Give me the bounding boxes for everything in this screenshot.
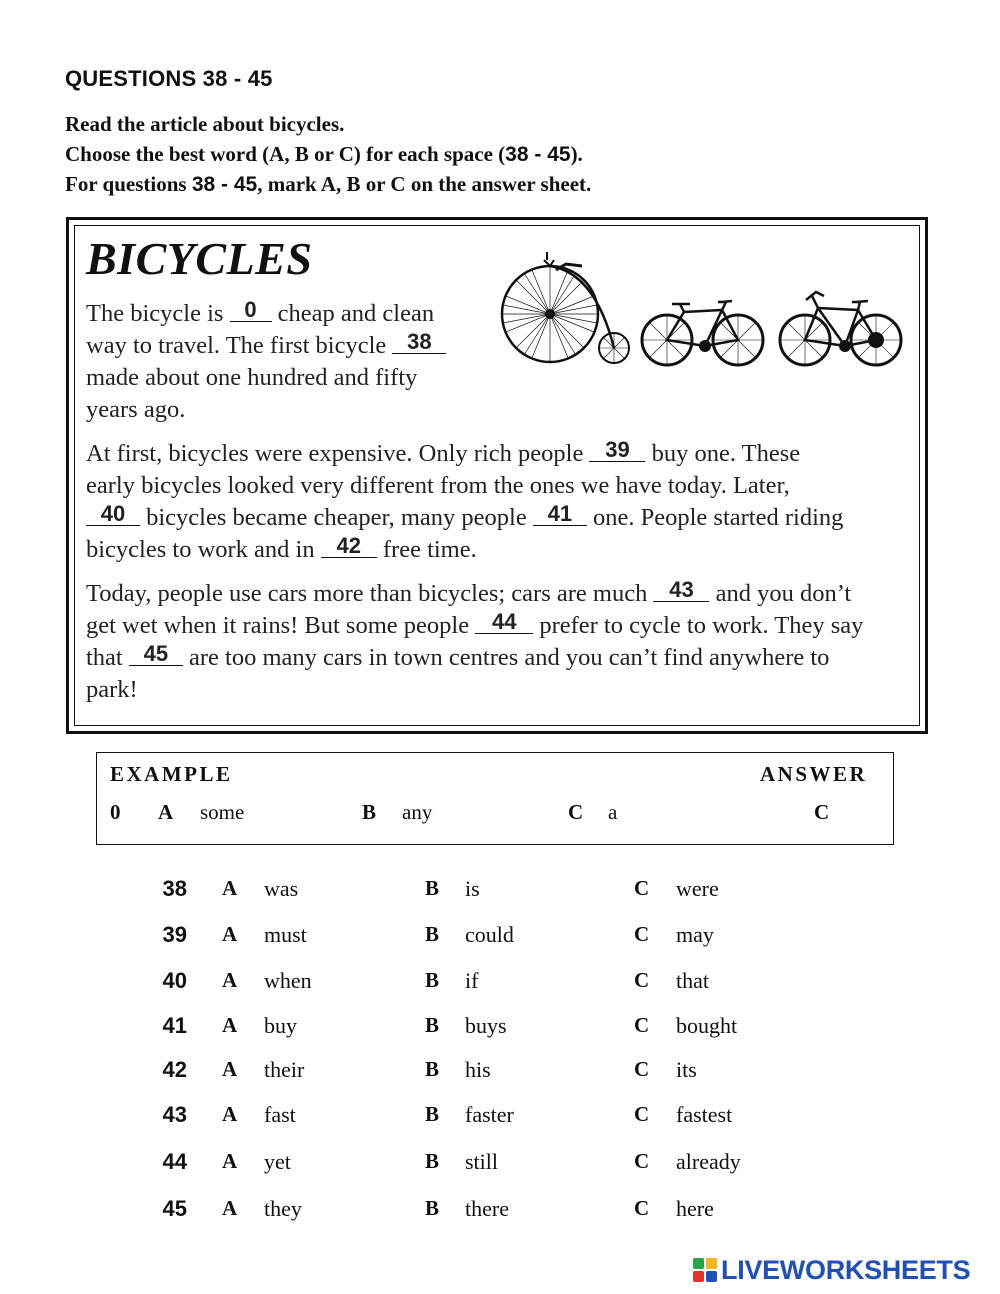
option-letter-c: C <box>634 876 650 900</box>
option-letter-c: C <box>634 1102 650 1126</box>
gap-41[interactable]: 41 <box>533 504 587 526</box>
liveworksheets-logo-icon <box>692 1257 718 1283</box>
instruction-line-2: Choose the best word (A, B or C) for each space (38 - 45). <box>65 142 583 166</box>
option-letter-a: A <box>222 968 238 992</box>
example-number: 0 <box>110 800 121 824</box>
option-letter-c: C <box>634 1196 650 1220</box>
option-letter-c: C <box>634 1013 650 1037</box>
article-title: BICYCLES <box>86 233 313 284</box>
example-answer: C <box>814 800 830 824</box>
option-letter-b: B <box>425 968 440 992</box>
example-option-c: a <box>608 800 618 824</box>
option-a[interactable]: they <box>264 1196 302 1221</box>
article-line: get wet when it rains! But some people 44 prefer to cycle to work. They say <box>86 609 864 639</box>
article-line: park! <box>86 676 138 703</box>
example-letter-b: B <box>362 800 377 824</box>
option-letter-b: B <box>425 1102 440 1126</box>
option-c[interactable]: that <box>676 968 709 993</box>
option-a[interactable]: when <box>264 968 312 993</box>
option-b[interactable]: there <box>465 1196 509 1221</box>
article-line: that 45 are too many cars in town centres and you can’t find anywhere to <box>86 641 830 671</box>
answer-label: ANSWER <box>760 762 868 786</box>
gap-45[interactable]: 45 <box>129 644 183 666</box>
option-a[interactable]: buy <box>264 1013 297 1038</box>
example-letter-c: C <box>568 800 584 824</box>
option-a[interactable]: their <box>264 1057 305 1082</box>
question-number: 38 <box>162 876 187 901</box>
option-c[interactable]: bought <box>676 1013 738 1038</box>
option-a[interactable]: fast <box>264 1102 296 1127</box>
option-letter-c: C <box>634 968 650 992</box>
option-c[interactable]: may <box>676 922 714 947</box>
option-letter-a: A <box>222 922 238 946</box>
question-number: 39 <box>162 922 187 947</box>
article-line: years ago. <box>86 396 186 423</box>
questions-heading: QUESTIONS 38 - 45 <box>65 66 273 91</box>
option-c[interactable]: here <box>676 1196 714 1221</box>
option-letter-c: C <box>634 922 650 946</box>
option-letter-b: B <box>425 1196 440 1220</box>
article-line: The bicycle is 0 cheap and clean <box>86 297 435 327</box>
question-number: 40 <box>162 968 187 993</box>
option-letter-a: A <box>222 1149 238 1173</box>
option-b[interactable]: could <box>465 922 514 947</box>
option-letter-c: C <box>634 1149 650 1173</box>
question-number: 45 <box>162 1196 187 1221</box>
gap-43[interactable]: 43 <box>653 580 709 602</box>
article-line: way to travel. The first bicycle 38 <box>86 330 446 362</box>
gap-44[interactable]: 44 <box>475 612 533 634</box>
option-b[interactable]: his <box>465 1057 491 1082</box>
option-b[interactable]: still <box>465 1149 499 1174</box>
instruction-line-3: For questions 38 - 45, mark A, B or C on the answer sheet. <box>65 172 592 196</box>
option-b[interactable]: buys <box>465 1013 507 1038</box>
option-letter-b: B <box>425 1149 440 1173</box>
article-line: 40 bicycles became cheaper, many people 41 one. People started riding <box>86 502 843 534</box>
example-option-b: any <box>402 800 433 824</box>
option-c[interactable]: already <box>676 1149 741 1174</box>
option-letter-a: A <box>222 1013 238 1037</box>
liveworksheets-logo <box>692 1255 970 1285</box>
option-letter-b: B <box>425 1057 440 1081</box>
question-number: 41 <box>162 1013 187 1038</box>
option-letter-a: A <box>222 876 238 900</box>
instruction-line-1: Read the article about bicycles. <box>65 112 345 136</box>
option-b[interactable]: if <box>465 968 479 993</box>
option-a[interactable]: yet <box>264 1149 291 1174</box>
option-c[interactable]: its <box>676 1057 697 1082</box>
gap-40[interactable]: 40 <box>86 504 140 526</box>
article-line: bicycles to work and in 42 free time. <box>86 533 477 563</box>
option-letter-a: A <box>222 1102 238 1126</box>
article-line: Today, people use cars more than bicycles; cars are much 43 and you don’t <box>86 577 852 607</box>
option-letter-a: A <box>222 1196 238 1220</box>
option-a[interactable]: was <box>264 876 299 901</box>
logo-text: LIVEWORKSHEETS <box>721 1254 971 1285</box>
article-line: made about one hundred and fifty <box>86 364 418 391</box>
option-letter-c: C <box>634 1057 650 1081</box>
question-number: 43 <box>162 1102 187 1127</box>
gap-0: 0 <box>230 300 272 322</box>
example-letter-a: A <box>158 800 174 824</box>
gap-39[interactable]: 39 <box>589 440 645 462</box>
option-b[interactable]: is <box>465 876 480 901</box>
question-number: 42 <box>162 1057 187 1082</box>
question-number: 44 <box>162 1149 187 1174</box>
bicycles-illustration <box>500 248 910 373</box>
option-b[interactable]: faster <box>465 1102 514 1127</box>
example-label: EXAMPLE <box>110 762 233 786</box>
option-a[interactable]: must <box>264 922 307 947</box>
option-letter-b: B <box>425 876 440 900</box>
article-line: At first, bicycles were expensive. Only rich people 39 buy one. These <box>86 437 801 467</box>
option-c[interactable]: fastest <box>676 1102 733 1127</box>
article-line: early bicycles looked very different from the ones we have today. Later, <box>86 472 790 499</box>
gap-42[interactable]: 42 <box>321 536 377 558</box>
example-option-a: some <box>200 800 245 824</box>
option-letter-b: B <box>425 922 440 946</box>
option-letter-a: A <box>222 1057 238 1081</box>
option-letter-b: B <box>425 1013 440 1037</box>
option-c[interactable]: were <box>676 876 719 901</box>
gap-38[interactable]: 38 <box>392 332 446 354</box>
